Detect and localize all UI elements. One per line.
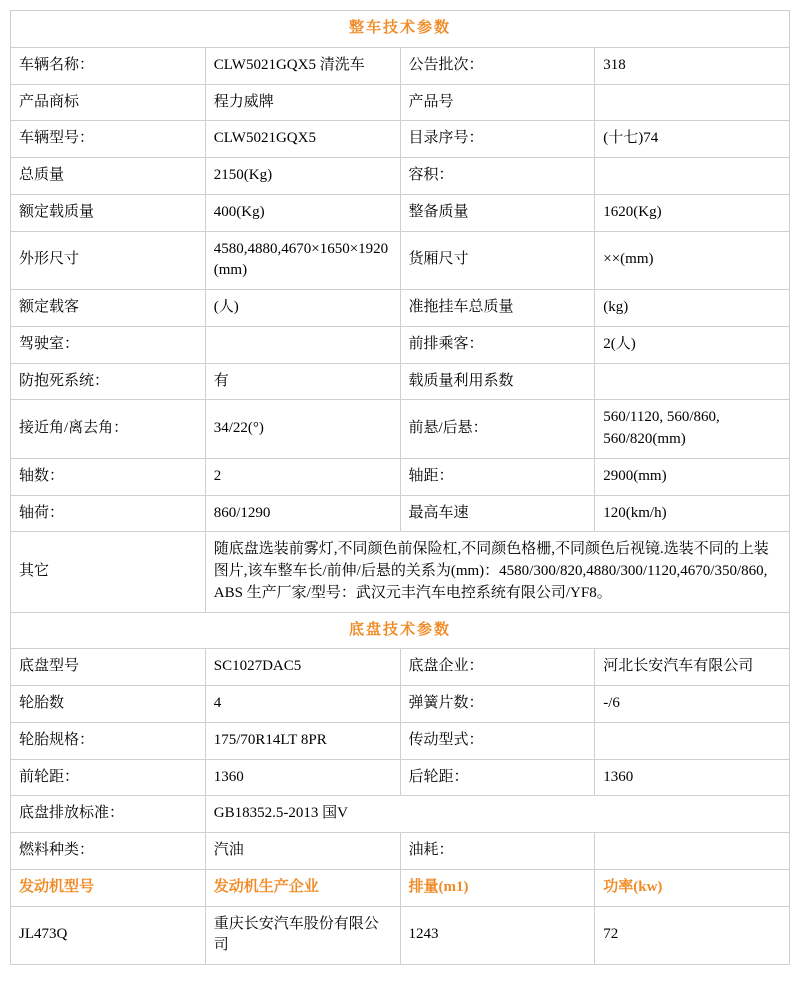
engine-header-power: 功率(kw) bbox=[595, 869, 790, 906]
row-value-max-speed: 120(km/h) bbox=[595, 495, 790, 532]
row-label-product-no: 产品号 bbox=[400, 84, 595, 121]
vehicle-section-title: 整车技术参数 bbox=[11, 11, 790, 48]
row-label-vehicle-name: 车辆名称： bbox=[11, 47, 206, 84]
top-spacer bbox=[10, 0, 790, 6]
row-label-cargo-dimensions: 货厢尺寸 bbox=[400, 231, 595, 290]
row-value-gross-mass: 2150(Kg) bbox=[205, 158, 400, 195]
row-label-fuel-consumption: 油耗： bbox=[400, 833, 595, 870]
row-label-wheelbase: 轴距： bbox=[400, 458, 595, 495]
engine-value-maker: 重庆长安汽车股份有限公司 bbox=[205, 906, 400, 965]
table-row bbox=[11, 231, 790, 290]
row-value-cab bbox=[205, 326, 400, 363]
row-value-product-no bbox=[595, 84, 790, 121]
table-row bbox=[11, 47, 790, 84]
table-row bbox=[11, 649, 790, 686]
row-label-catalog-no: 目录序号： bbox=[400, 121, 595, 158]
row-label-axle-count: 轴数： bbox=[11, 458, 206, 495]
row-label-front-track: 前轮距： bbox=[11, 759, 206, 796]
row-label-announcement-batch: 公告批次： bbox=[400, 47, 595, 84]
vehicle-section-title-row bbox=[11, 11, 790, 48]
engine-value-model: JL473Q bbox=[11, 906, 206, 965]
row-value-spring-leaves: -/6 bbox=[595, 686, 790, 723]
table-row bbox=[11, 686, 790, 723]
row-label-max-speed: 最高车速 bbox=[400, 495, 595, 532]
table-row-emission bbox=[11, 796, 790, 833]
row-label-tire-spec: 轮胎规格： bbox=[11, 722, 206, 759]
row-value-tire-spec: 175/70R14LT 8PR bbox=[205, 722, 400, 759]
table-row bbox=[11, 363, 790, 400]
table-row bbox=[11, 458, 790, 495]
row-label-fuel-type: 燃料种类： bbox=[11, 833, 206, 870]
table-row bbox=[11, 158, 790, 195]
row-label-spring-leaves: 弹簧片数： bbox=[400, 686, 595, 723]
table-row-other bbox=[11, 532, 790, 612]
row-label-volume: 容积： bbox=[400, 158, 595, 195]
row-label-axle-load: 轴荷： bbox=[11, 495, 206, 532]
engine-data-row bbox=[11, 906, 790, 965]
table-row bbox=[11, 290, 790, 327]
row-label-abs: 防抱死系统： bbox=[11, 363, 206, 400]
row-label-rear-track: 后轮距： bbox=[400, 759, 595, 796]
table-row bbox=[11, 400, 790, 459]
row-value-announcement-batch: 318 bbox=[595, 47, 790, 84]
row-value-chassis-company: 河北长安汽车有限公司 bbox=[595, 649, 790, 686]
engine-header-row bbox=[11, 869, 790, 906]
row-label-front-rear-overhang: 前悬/后悬： bbox=[400, 400, 595, 459]
row-value-brand: 程力威牌 bbox=[205, 84, 400, 121]
row-label-model: 车辆型号： bbox=[11, 121, 206, 158]
row-label-load-coefficient: 载质量利用系数 bbox=[400, 363, 595, 400]
row-value-rear-track: 1360 bbox=[595, 759, 790, 796]
row-value-rated-passengers: (人) bbox=[205, 290, 400, 327]
table-row bbox=[11, 84, 790, 121]
row-value-model: CLW5021GQX5 bbox=[205, 121, 400, 158]
row-value-wheelbase: 2900(mm) bbox=[595, 458, 790, 495]
table-row bbox=[11, 833, 790, 870]
engine-value-displacement: 1243 bbox=[400, 906, 595, 965]
row-value-cargo-dimensions: ××(mm) bbox=[595, 231, 790, 290]
row-value-dimensions: 4580,4880,4670×1650×1920(mm) bbox=[205, 231, 400, 290]
row-label-transmission-type: 传动型式： bbox=[400, 722, 595, 759]
row-label-gross-mass: 总质量 bbox=[11, 158, 206, 195]
row-value-chassis-model: SC1027DAC5 bbox=[205, 649, 400, 686]
row-value-transmission-type bbox=[595, 722, 790, 759]
row-value-trailer-mass: (kg) bbox=[595, 290, 790, 327]
chassis-section-title: 底盘技术参数 bbox=[11, 612, 790, 649]
row-label-other: 其它 bbox=[11, 532, 206, 612]
row-value-fuel-consumption bbox=[595, 833, 790, 870]
row-value-curb-mass: 1620(Kg) bbox=[595, 194, 790, 231]
table-row bbox=[11, 722, 790, 759]
engine-value-power: 72 bbox=[595, 906, 790, 965]
engine-header-maker: 发动机生产企业 bbox=[205, 869, 400, 906]
chassis-section-title-row bbox=[11, 612, 790, 649]
table-row bbox=[11, 759, 790, 796]
row-value-fuel-type: 汽油 bbox=[205, 833, 400, 870]
row-label-rated-load: 额定载质量 bbox=[11, 194, 206, 231]
table-row bbox=[11, 194, 790, 231]
table-row bbox=[11, 495, 790, 532]
vehicle-spec-body bbox=[11, 11, 790, 965]
row-value-tire-count: 4 bbox=[205, 686, 400, 723]
row-label-trailer-mass: 准拖挂车总质量 bbox=[400, 290, 595, 327]
row-value-axle-load: 860/1290 bbox=[205, 495, 400, 532]
row-label-approach-departure-angle: 接近角/离去角： bbox=[11, 400, 206, 459]
row-value-volume bbox=[595, 158, 790, 195]
row-label-cab: 驾驶室： bbox=[11, 326, 206, 363]
row-value-vehicle-name: CLW5021GQX5 清洗车 bbox=[205, 47, 400, 84]
vehicle-spec-table bbox=[10, 10, 790, 965]
row-label-front-passengers: 前排乘客： bbox=[400, 326, 595, 363]
row-label-chassis-model: 底盘型号 bbox=[11, 649, 206, 686]
row-value-emission-standard: GB18352.5-2013 国V bbox=[205, 796, 789, 833]
row-label-rated-passengers: 额定载客 bbox=[11, 290, 206, 327]
row-label-chassis-company: 底盘企业： bbox=[400, 649, 595, 686]
row-label-dimensions: 外形尺寸 bbox=[11, 231, 206, 290]
row-value-front-passengers: 2(人) bbox=[595, 326, 790, 363]
row-label-tire-count: 轮胎数 bbox=[11, 686, 206, 723]
table-row bbox=[11, 326, 790, 363]
row-label-emission-standard: 底盘排放标准： bbox=[11, 796, 206, 833]
row-value-other: 随底盘选装前雾灯,不同颜色前保险杠,不同颜色格栅,不同颜色后视镜.选装不同的上装图片,该车整车长/前伸/后悬的关系为(mm)：4580/300/820,4880/300/1120,4670/350/860, ABS 生产厂家/型号：武汉元丰汽车电控系统有限公司/YF8。 bbox=[205, 532, 789, 612]
row-value-catalog-no: (十七)74 bbox=[595, 121, 790, 158]
table-row bbox=[11, 121, 790, 158]
row-value-abs: 有 bbox=[205, 363, 400, 400]
row-value-approach-departure-angle: 34/22(°) bbox=[205, 400, 400, 459]
engine-header-displacement: 排量(m1) bbox=[400, 869, 595, 906]
row-value-axle-count: 2 bbox=[205, 458, 400, 495]
row-value-load-coefficient bbox=[595, 363, 790, 400]
row-label-curb-mass: 整备质量 bbox=[400, 194, 595, 231]
row-label-brand: 产品商标 bbox=[11, 84, 206, 121]
row-value-front-rear-overhang: 560/1120, 560/860, 560/820(mm) bbox=[595, 400, 790, 459]
engine-header-model: 发动机型号 bbox=[11, 869, 206, 906]
row-value-rated-load: 400(Kg) bbox=[205, 194, 400, 231]
row-value-front-track: 1360 bbox=[205, 759, 400, 796]
